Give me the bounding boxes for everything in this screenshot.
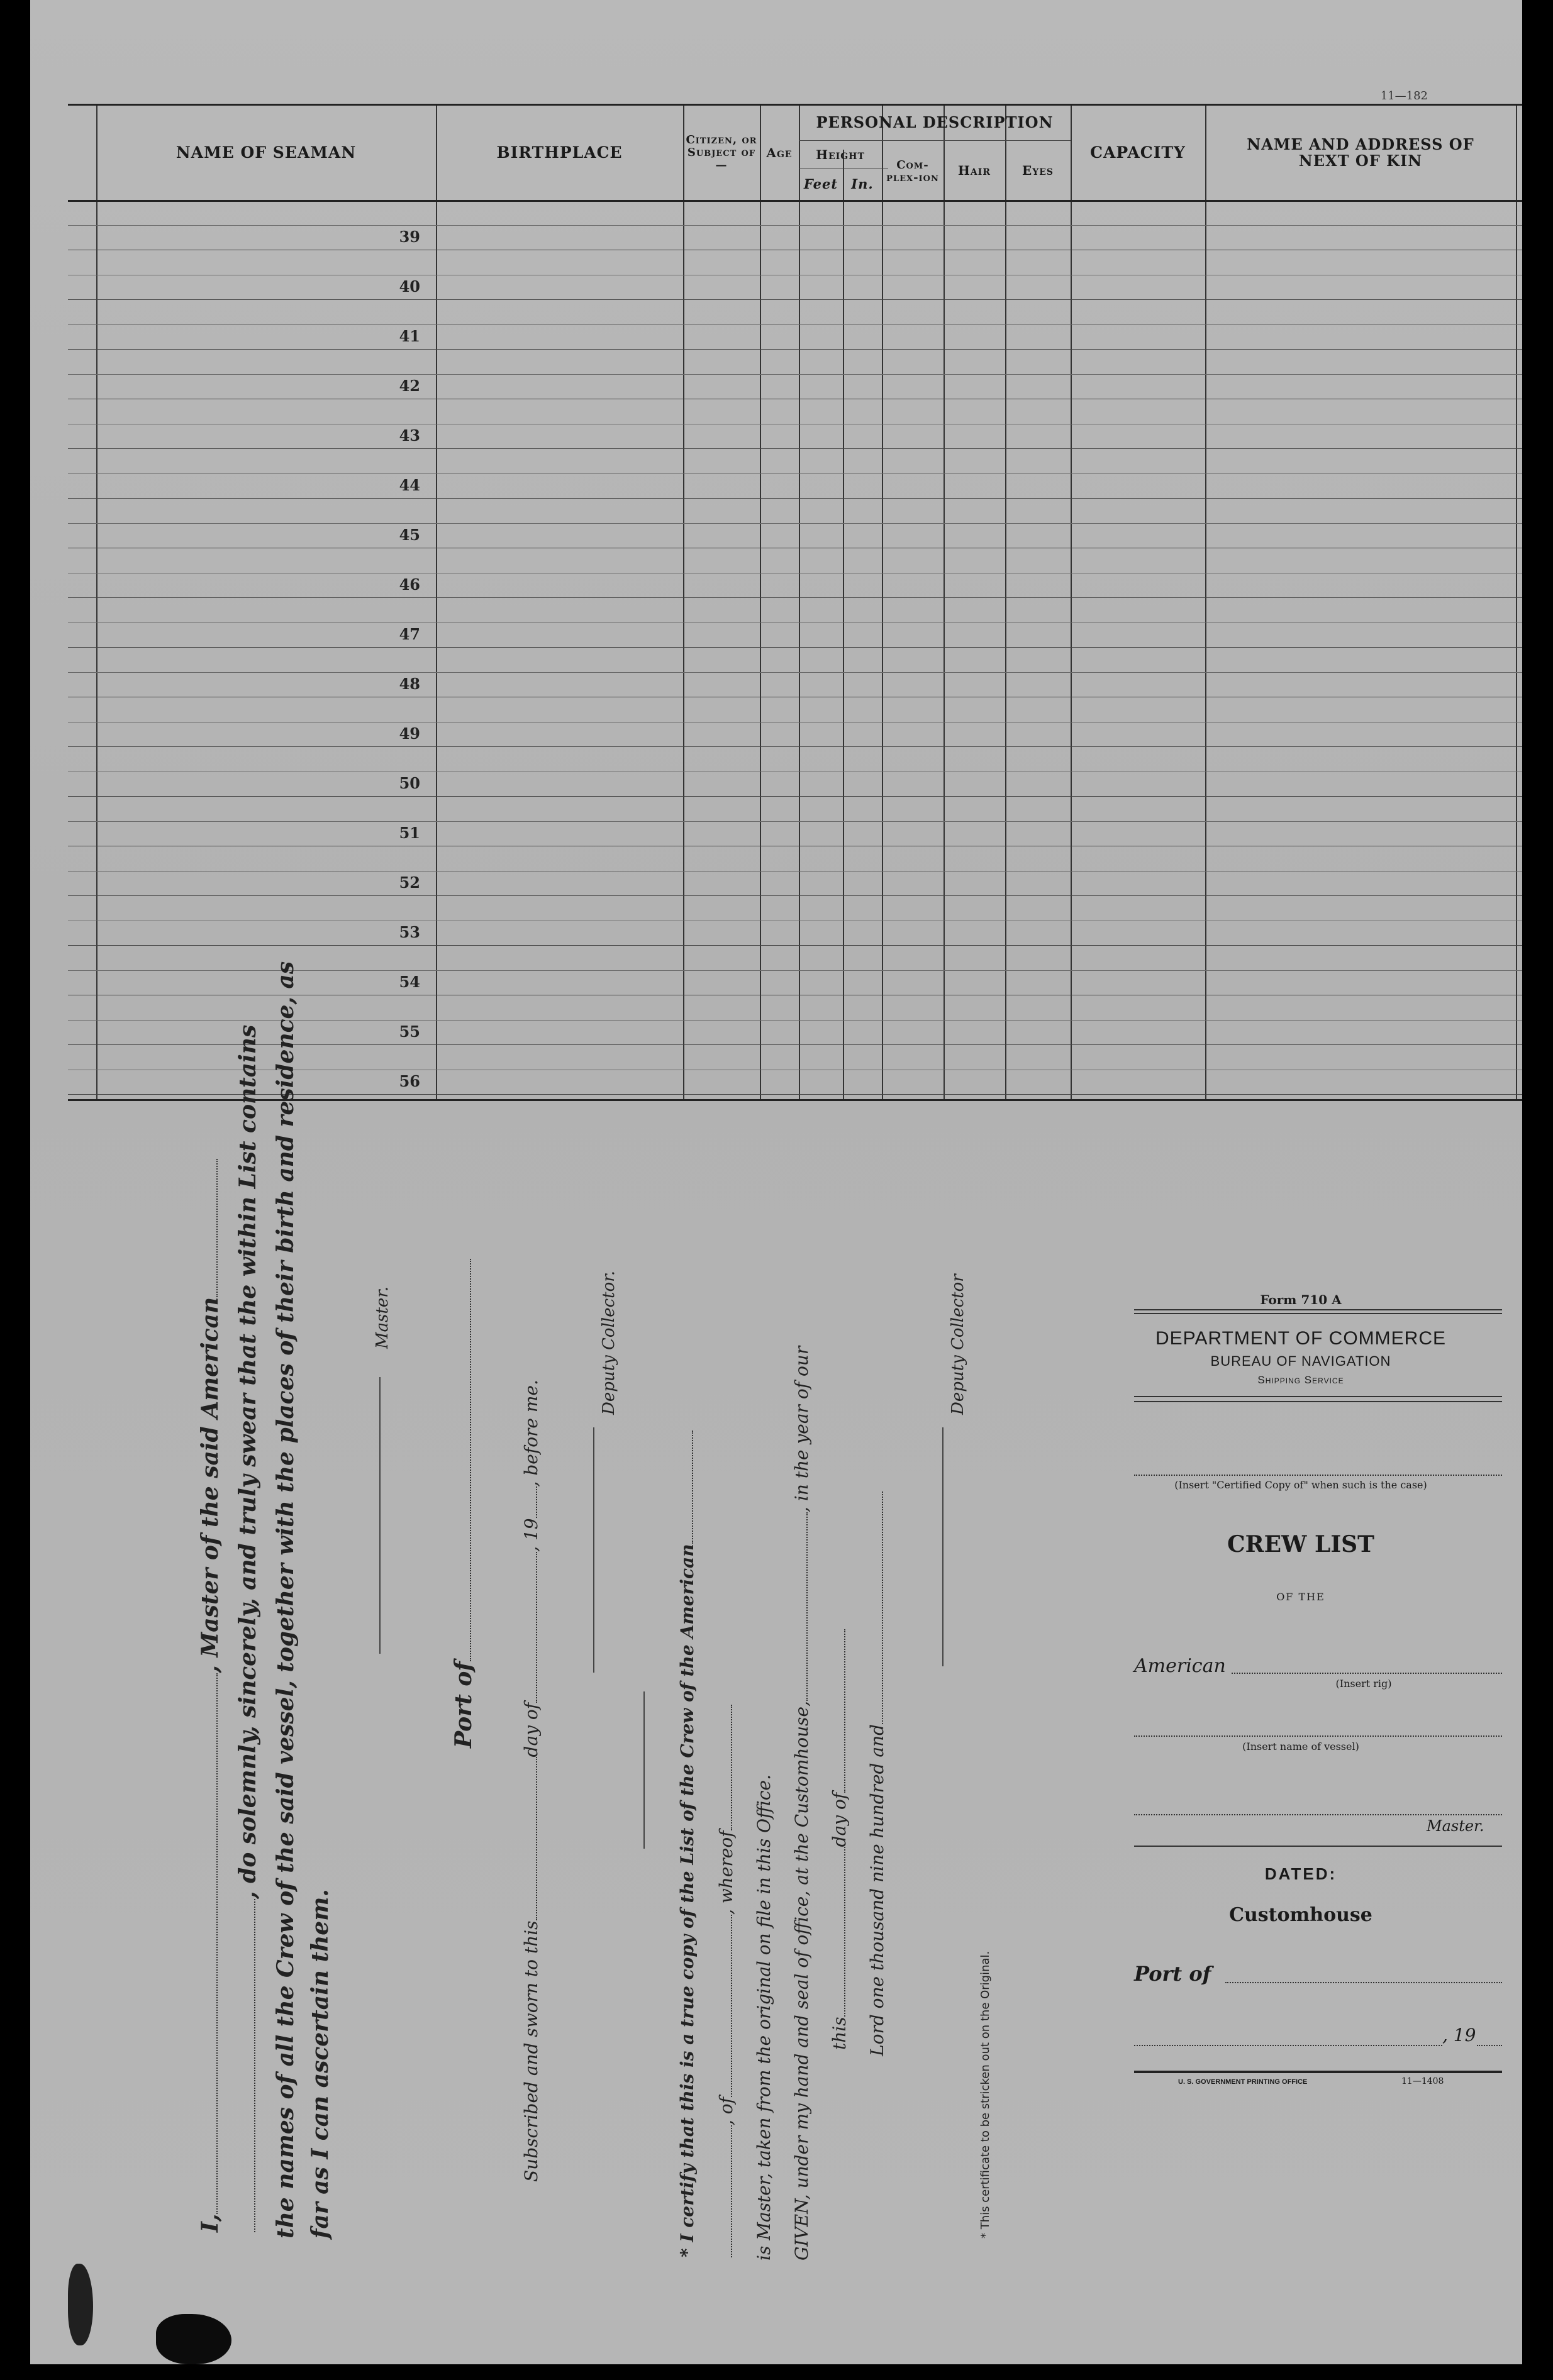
table-row [68,498,1522,499]
row-number: 48 [399,675,420,693]
oath-as-far: far as I can ascertain them. [307,1889,333,2239]
port-of-text: Port of [450,1661,477,1748]
table-row [68,349,1522,350]
port-blank-cover[interactable] [1225,1982,1502,1983]
given-blank[interactable] [806,1512,808,1701]
subscribed-month-blank[interactable] [536,1552,537,1703]
col-divider-feet [843,150,844,1099]
this-day-line [829,1629,850,2050]
certificate-separator [643,1691,645,1849]
vessel-blank-2[interactable] [254,1899,255,2232]
table-row-subline [68,523,1522,524]
col-divider-citizen [760,106,761,1099]
vessel-name-blank[interactable] [216,1159,218,1297]
printer-imprint: U. S. GOVERNMENT PRINTING OFFICE [1178,2078,1308,2086]
oath-line-2 [235,1025,261,2232]
lord-year-blank[interactable] [882,1492,883,1724]
row-number: 51 [399,824,420,842]
master-label-cover: Master. [1427,1817,1484,1835]
cover-rule-3 [1134,1846,1502,1847]
table-row-subline [68,374,1522,375]
row-number: 45 [399,526,420,544]
subscribed-line [521,1380,542,2182]
row-number: 55 [399,1022,420,1041]
header-name-of-seaman: NAME OF SEAMAN [175,143,357,162]
table-row-subline [68,225,1522,226]
lord-line [867,1492,888,2056]
certify-blank-3[interactable] [731,1705,732,1830]
oath-names-of-crew: the names of all the Crew of the said vessel, together with the places of their birth and residence, as [272,961,299,2239]
cover-rule-1 [1134,1309,1502,1310]
crew-table [68,104,1522,1101]
header-birthplace: BIRTHPLACE [496,143,623,162]
lord-text: Lord one thousand nine hundred and [867,1724,888,2056]
given-text: GIVEN, under my hand and seal of office, at the Customhouse, [791,1700,812,2261]
form-number: Form 710 A [1260,1292,1342,1307]
deputy-collector-line-2[interactable] [942,1427,943,1666]
given-line [791,1346,812,2261]
bureau-title: BUREAU OF NAVIGATION [1210,1353,1391,1369]
header-feet: Feet [803,176,838,192]
service-title: Shipping Service [1257,1374,1344,1386]
col-divider-complexion [943,106,945,1099]
table-right-border [1516,106,1517,1099]
header-personal-description: PERSONAL DESCRIPTION [816,113,1054,132]
certify-line [677,1431,698,2257]
table-row [68,746,1522,747]
cover-rule-2b [1134,1401,1502,1402]
american-label: American [1134,1655,1226,1677]
year-19-cover: , 19 [1442,2025,1476,2045]
department-title: DEPARTMENT OF COMMERCE [1155,1328,1447,1349]
table-row-subline [68,821,1522,822]
row-number: 43 [399,426,420,445]
this-text: this [829,2017,850,2050]
row-number: 49 [399,724,420,743]
master-sig-label: Master. [373,1286,392,1349]
header-hair: Hair [958,162,991,178]
header-bottom-rule [68,200,1522,202]
table-row [68,895,1522,896]
this-day-of: day of [829,1792,850,1847]
year-blank-cover[interactable] [1477,2045,1502,2046]
col-divider-eyes [1071,106,1072,1099]
insert-rig-note: (Insert rig) [1335,1678,1392,1690]
customhouse-label: Customhouse [1229,1904,1372,1926]
table-row [68,299,1522,300]
port-of-blank[interactable] [470,1259,471,1661]
col-divider-height [882,106,883,1099]
master-name-blank[interactable] [216,1673,218,2214]
certify-of-line [716,1705,737,2257]
row-number: 42 [399,377,420,395]
form-number-top: 11—182 [1380,89,1428,102]
oath-master-of: , Master of the said American [197,1297,223,1673]
form-code: 11—1408 [1401,2076,1444,2086]
row-number: 56 [399,1072,420,1090]
header-height: Height [816,147,865,162]
port-of-cover: Port of [1134,1962,1211,1986]
row-number: 46 [399,575,420,594]
deputy-collector-label-1: Deputy Collector. [599,1270,618,1415]
master-signature-line[interactable] [379,1377,381,1654]
table-row-subline [68,871,1522,872]
col-divider-hair [1005,106,1006,1099]
certify-vessel-blank[interactable] [692,1431,693,1544]
dated-label: DATED: [1264,1864,1337,1883]
col-divider-birthplace [683,106,684,1099]
cover-panel [1099,1283,1502,2106]
col-divider-capacity [1205,106,1206,1099]
subscribed-day-of: day of [521,1702,542,1757]
this-month-blank[interactable] [844,1629,845,1793]
certificate-footnote: * This certificate to be stricken out on the Original. [979,1951,992,2239]
subscribed-text: Subscribed and sworn to this [521,1920,542,2182]
row-number: 53 [399,923,420,941]
col-divider-name [436,106,437,1099]
given-year-of-our: , in the year of our [791,1346,812,1512]
table-row-subline [68,473,1522,474]
table-row [68,597,1522,598]
header-citizen: Citizen, or Subject of— [686,133,757,172]
header-inches: In. [851,176,874,192]
header-capacity: CAPACITY [1090,143,1186,162]
header-complexion: Com-plex-ion [886,158,939,184]
row-number: 40 [399,277,420,296]
certify-blank-2[interactable] [731,1915,732,2097]
crew-list-title: CREW LIST [1227,1531,1374,1558]
subscribed-19: , 19 [521,1518,542,1552]
cover-rule-1b [1134,1313,1502,1314]
this-day-blank[interactable] [844,1847,845,2017]
header-eyes: Eyes [1021,162,1054,178]
row-number: 44 [399,476,420,494]
row-number: 39 [399,228,420,246]
table-row [68,945,1522,946]
certify-whereof: , whereof [716,1830,737,1915]
table-row-subline [68,324,1522,325]
oath-line-4 [307,1889,333,2239]
paper-tear [68,2264,93,2345]
certify-of: , of [716,2096,737,2125]
row-number: 47 [399,625,420,643]
port-of-label [450,1259,477,1748]
header-age: Age [766,145,793,160]
row-number: 50 [399,774,420,792]
deputy-collector-label-2: Deputy Collector [949,1274,967,1415]
insert-certified-note: (Insert "Certified Copy of" when such is the case) [1174,1479,1427,1491]
oath-line-3 [272,961,299,2239]
row-number: 54 [399,973,420,991]
oath-solemnly: , do solemnly, sincerely, and truly swear that the within List contains [235,1024,261,1899]
certified-copy-blank[interactable] [1134,1475,1502,1476]
table-row [68,448,1522,449]
table-row-subline [68,672,1522,673]
row-number: 52 [399,873,420,892]
oath-line-1 [197,1159,223,2232]
subscribed-year-blank[interactable] [536,1486,537,1518]
table-row [68,647,1522,648]
paper-stain [156,2314,231,2364]
insert-vessel-note: (Insert name of vessel) [1242,1741,1359,1752]
of-the-label: OF THE [1276,1591,1325,1603]
subscribed-day-blank[interactable] [536,1757,537,1920]
cover-rule-2 [1134,1396,1502,1397]
rig-blank[interactable] [1232,1673,1502,1674]
header-next-of-kin: NAME AND ADDRESS OF NEXT OF KIN [1247,135,1474,170]
certify-text: * I certify that this is a true copy of the List of the Crew of the American [677,1544,698,2257]
deputy-collector-line-1[interactable] [593,1427,594,1673]
certify-blank-1[interactable] [731,2125,732,2257]
col-divider-age [799,106,800,1099]
row-number: 41 [399,327,420,345]
subscribed-before-me: , before me. [521,1380,542,1487]
table-row [68,796,1522,797]
cover-rule-4 [1134,2071,1502,2073]
master-blank-cover[interactable] [1134,1814,1502,1815]
vessel-name-blank-cover[interactable] [1134,1735,1502,1737]
table-left-border [96,106,97,1099]
date-blank-cover[interactable] [1134,2045,1442,2046]
oath-i: I, [197,2213,223,2232]
certify-master-text: is Master, taken from the original on file in this Office. [754,1774,774,2261]
certify-master-line [754,1774,774,2261]
crew-list-sheet [30,0,1522,2364]
